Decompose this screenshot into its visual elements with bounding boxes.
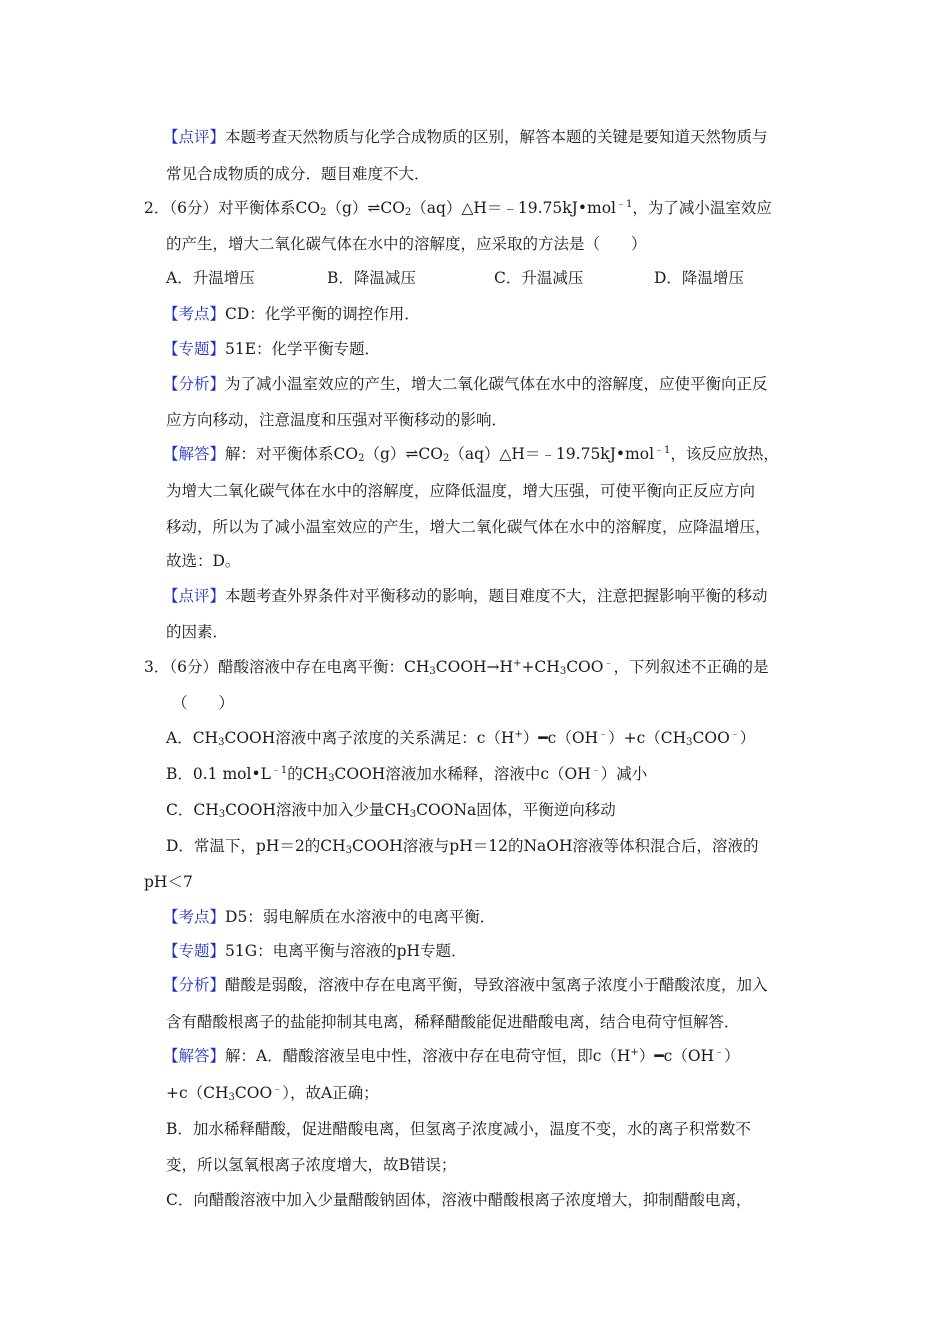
q3-option-c: C．$CH_3COOH$溶液中加入少量$CH_3COONa$固体，平衡逆向移动: [166, 801, 616, 820]
q2-option-d: D．降温增压: [654, 269, 744, 287]
q2-review-line-2: 的因素．: [166, 623, 229, 641]
q3-option-b: B．0.1 $mol•L^{﹣1}$的$CH_3COOH$溶液加水稀释，溶液中c（OH﹣）减小: [166, 765, 648, 784]
q3-stem-line-1: 3．（6分）醋酸溶液中存在电离平衡：$CH_3COOH\to H^++CH_3COO^﹣$，下列叙述不正确的是: [144, 658, 769, 677]
q3-answer-b-line-1: B．加水稀释醋酸，促进醋酸电离，但氢离子浓度减小，温度不变，水的离子积常数不: [166, 1120, 751, 1138]
q2-answer-line-1: 【解答】解：对平衡体系$CO_2(g)\rightleftharpoons CO_2(aq)\triangle H=﹣19.75kJ•mol^{﹣1}$，该反应放热，: [163, 445, 779, 464]
q3-option-d-line-2: pH＜7: [144, 873, 193, 891]
q2-point: 【考点】CD：化学平衡的调控作用．: [163, 305, 420, 323]
q3-answer-c-line-1: C．向醋酸溶液中加入少量醋酸钠固体，溶液中醋酸根离子浓度增大，抑制醋酸电离，: [166, 1191, 752, 1209]
q2-option-b: B．降温减压: [327, 269, 416, 287]
q2-topic: 【专题】51E：化学平衡专题．: [163, 340, 381, 358]
q2-option-c: C．升温减压: [494, 269, 584, 287]
q2-stem-line-1: 2．（6分）对平衡体系$CO_2(g)\rightleftharpoons CO_2(aq)\triangle H=﹣19.75kJ•mol^{﹣1}$，为了减小温室效应: [144, 199, 772, 218]
q3-answer-line-1: 【解答】解：A．醋酸溶液呈电中性，溶液中存在电荷守恒，即c（H+）━c（OH﹣）: [163, 1047, 740, 1065]
q2-answer-line-4: 故选：D。: [166, 552, 241, 570]
q3-option-a: A．$CH_3COOH$溶液中离子浓度的关系满足：$c(H^+)━c(OH^﹣)+c(CH_3COO^﹣)$: [166, 729, 756, 748]
q3-answer-line-2: $+c(CH_3COO^﹣)$，故A正确；: [166, 1084, 379, 1103]
q3-point: 【考点】D5：弱电解质在水溶液中的电离平衡．: [163, 908, 496, 926]
q3-analysis-line-2: 含有醋酸根离子的盐能抑制其电离，稀释醋酸能促进醋酸电离，结合电荷守恒解答．: [166, 1013, 740, 1031]
q3-analysis-line-1: 【分析】醋酸是弱酸，溶液中存在电离平衡，导致溶液中氢离子浓度小于醋酸浓度，加入: [163, 976, 768, 994]
q2-option-a: A．升温增压: [166, 269, 255, 287]
q3-stem-line-2: （ ）: [172, 694, 235, 712]
q2-analysis-line-1: 【分析】为了减小温室效应的产生，增大二氧化碳气体在水中的溶解度，应使平衡向正反: [163, 375, 768, 393]
q3-topic: 【专题】51G：电离平衡与溶液的pH专题．: [163, 942, 467, 960]
q2-analysis-line-2: 应方向移动，注意温度和压强对平衡移动的影响．: [166, 411, 508, 429]
q2-answer-line-2: 为增大二氧化碳气体在水中的溶解度，应降低温度，增大压强，可使平衡向正反应方向: [166, 482, 756, 500]
q3-option-d-line-1: D．常温下，pH＝2的$CH_3COOH$溶液与pH＝12的NaOH溶液等体积混合后，溶液的: [166, 837, 759, 856]
q2-answer-line-3: 移动，所以为了减小温室效应的产生，增大二氧化碳气体在水中的溶解度，应降温增压，: [166, 518, 771, 536]
q2-stem-line-2: 的产生，增大二氧化碳气体在水中的溶解度，应采取的方法是（ ）: [166, 235, 647, 253]
prev-review-line-1: 【点评】本题考查天然物质与化学合成物质的区别，解答本题的关键是要知道天然物质与: [163, 128, 768, 146]
review-tag: 【点评】: [163, 128, 226, 146]
prev-review-line-2: 常见合成物质的成分．题目难度不大．: [166, 165, 430, 183]
q3-answer-b-line-2: 变，所以氢氧根离子浓度增大，故B错误；: [166, 1156, 457, 1174]
q2-review-line-1: 【点评】本题考查外界条件对平衡移动的影响，题目难度不大，注意把握影响平衡的移动: [163, 587, 768, 605]
